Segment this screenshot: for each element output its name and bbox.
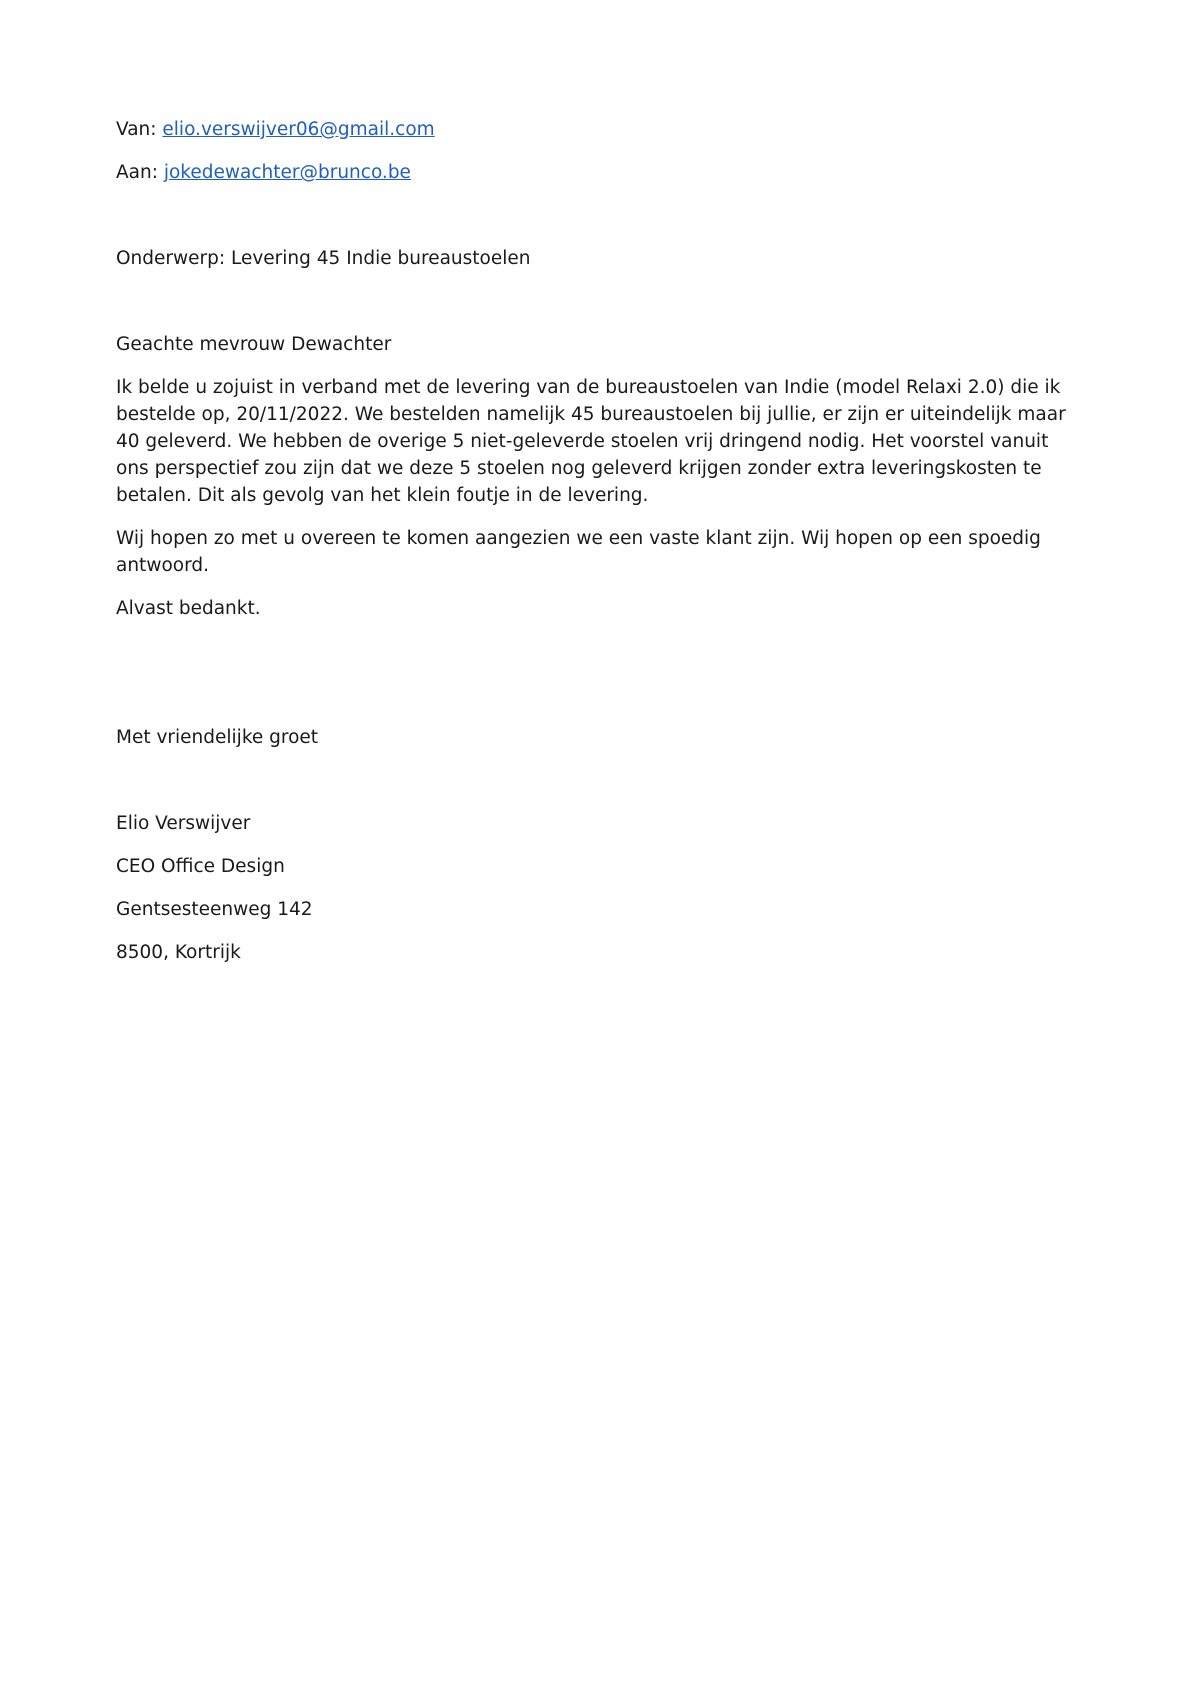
signature-name: Elio Verswijver (116, 813, 251, 834)
spacer (116, 288, 1076, 331)
subject-line: Onderwerp: Levering 45 Indie bureaustoelen (116, 248, 531, 269)
from-email-link[interactable]: elio.verswijver06@gmail.com (162, 119, 435, 140)
signature-city: 8500, Kortrijk (116, 942, 241, 963)
signature-title: CEO Office Design (116, 856, 285, 877)
from-line (116, 116, 1076, 143)
spacer (116, 638, 1076, 724)
to-label: Aan: (116, 162, 158, 183)
to-line (116, 159, 1076, 186)
salutation: Geachte mevrouw Dewachter (116, 334, 392, 355)
spacer (116, 767, 1076, 810)
from-label: Van: (116, 119, 157, 140)
thanks-line: Alvast bedankt. (116, 598, 261, 619)
closing-greeting: Met vriendelijke groet (116, 727, 319, 748)
spacer (116, 202, 1076, 245)
body-paragraph-1: Ik belde u zojuist in verband met de levering van de bureaustoelen van Indie (model Relaxi 2.0) die ik bestelde op, 20/11/2022. We bestelden namelijk 45 bureaustoelen bij jullie, er zijn er uiteindelijk maar 40 geleverd. We hebben de overige 5 niet-geleverde stoelen vrij dringend nodig. Het voorstel vanuit ons perspectief zou zijn dat we deze 5 stoelen nog geleverd krijgen zonder extra leveringskosten te betalen. Dit als gevolg van het klein foutje in de levering. (116, 377, 1066, 506)
body-paragraph-2: Wij hopen zo met u overeen te komen aangezien we een vaste klant zijn. Wij hopen op een spoedig antwoord. (116, 528, 1041, 576)
to-email-link[interactable]: jokedewachter@brunco.be (163, 162, 411, 183)
signature-street: Gentsesteenweg 142 (116, 899, 313, 920)
email-letter (116, 116, 1076, 982)
